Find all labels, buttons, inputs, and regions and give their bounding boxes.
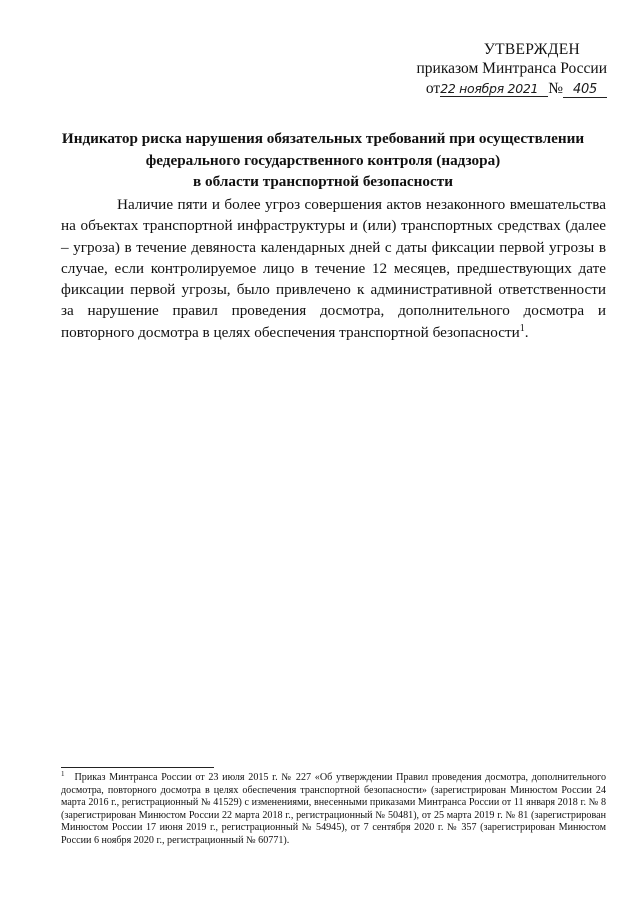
document-title (40, 128, 606, 193)
title-line-3: в области транспортной безопасности (193, 173, 453, 190)
paragraph-text: Наличие пяти и более угроз совершения актов незаконного вмешательства на объектах транспортной инфраструктуры и (или) транспортных средствах (далее – угроза) в течение девяноста календарных дней с даты фиксации первой угрозы в случае, если контролируемое лицо в течение 12 месяцев, предшествующих дате фиксации первой угрозы, было привлечено к административной ответственности за нарушение правил проведения досмотра, дополнительного досмотра и повторного досмотра в целях обеспечения транспортной безопасности (61, 196, 606, 341)
handwritten-order-number: 405 (563, 83, 607, 98)
approved-heading: УТВЕРЖДЕН (483, 41, 580, 58)
from-label: от (425, 80, 441, 97)
handwritten-date: 22 ноября 2021 (440, 82, 548, 97)
footnote (61, 769, 606, 847)
paragraph-end: . (524, 323, 529, 341)
order-date-number-line (407, 79, 607, 98)
footnote-marker: 1 (61, 769, 65, 778)
footnote-separator (61, 767, 214, 768)
footnote-text: Приказ Минтранса России от 23 июля 2015 г. № 227 «Об утверждении Правил проведения досмотра, дополнительного досмотра, повторного досмотра в целях обеспечения транспортной безопасности» (зарегистрирован Минюстом России 24 марта 2016 г., регистрационный № 41529) с изменениями, внесенными приказами Минтранса России от 11 января 2018 г. № 8 (зарегистрирован Минюстом России 22 марта 2018 г., регистрационный № 50481), от 25 марта 2019 г. № 81 (зарегистрирован Минюстом России 17 июня 2019 г., регистрационный № 54945), от 7 сентября 2020 г. № 357 (зарегистрирован Минюстом России 6 ноября 2020 г., регистрационный № 60771). (61, 772, 606, 846)
order-issuer: приказом Минтранса России (416, 60, 607, 77)
footnote-reference: 1 (519, 322, 525, 334)
title-line-1: Индикатор риска нарушения обязательных требований при осуществлении (61, 130, 585, 147)
title-line-2: федерального государственного контроля (надзора) (145, 151, 501, 169)
approval-stamp (407, 40, 607, 98)
number-label: № (548, 80, 563, 97)
main-paragraph (61, 194, 606, 343)
